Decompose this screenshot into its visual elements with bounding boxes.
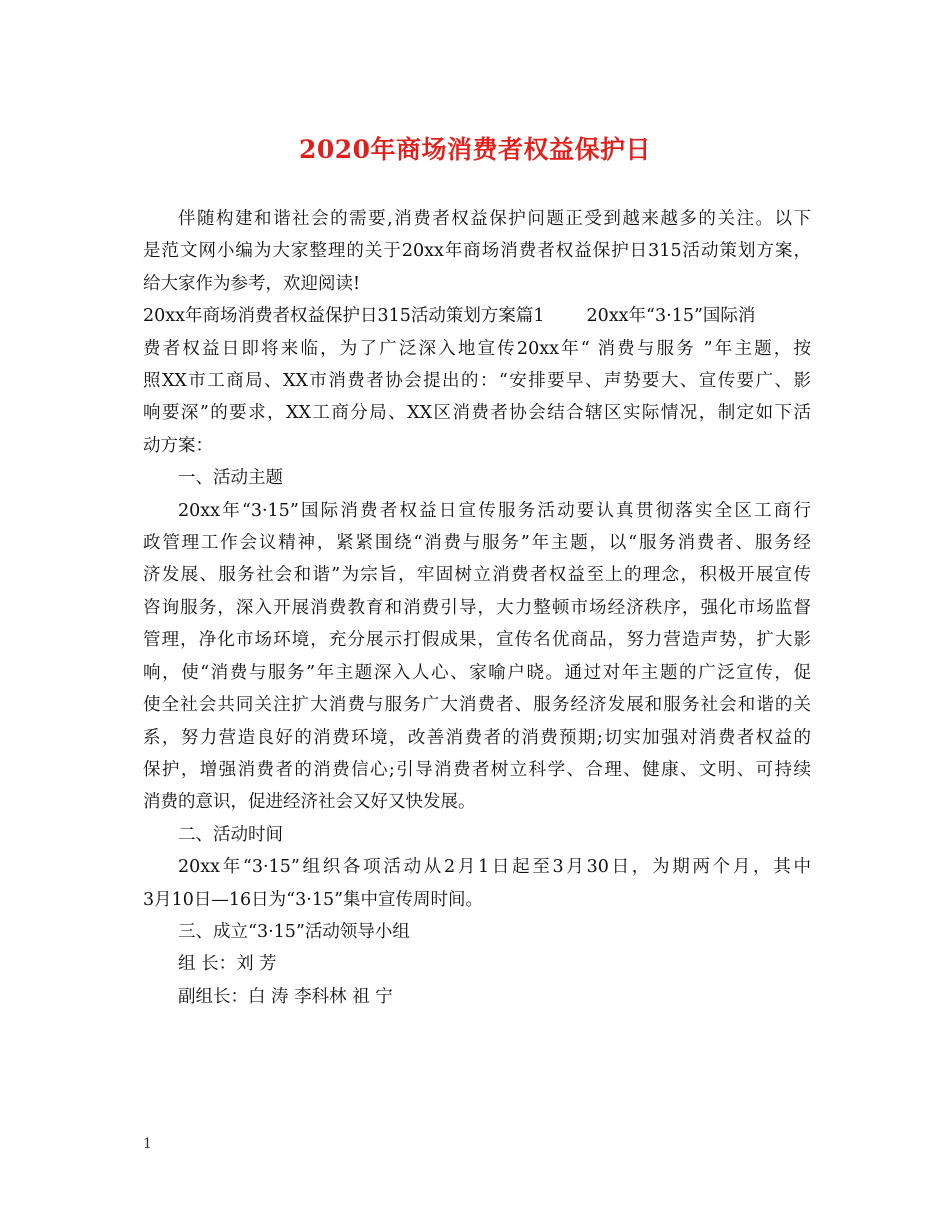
text-line: 是范文网小编为大家整理的关于20xx年商场消费者权益保护日315活动策划方案， xyxy=(143,241,811,262)
text-line: 管理，净化市场环境，充分展示打假成果，宣传名优商品，努力营造声势，扩大影 xyxy=(143,630,811,651)
section-heading-group xyxy=(143,916,811,948)
text-line: 给大家作为参考，欢迎阅读! xyxy=(143,273,361,294)
text-line xyxy=(143,300,811,332)
heading-text: 三、成立“3·15”活动领导小组 xyxy=(178,921,410,942)
text-line: 咨询服务，深入开展消费教育和消费引导，大力整顿市场经济秩序，强化市场监督 xyxy=(143,597,811,618)
group-deputy xyxy=(143,981,811,1013)
text-line: 20xx年“3·15”组织各项活动从2月1日起至3月30日，为期两个月，其中 xyxy=(178,857,811,878)
intro-paragraph xyxy=(143,203,811,300)
text-line: 响要深”的要求，XX工商分局、XX区消费者协会结合辖区实际情况，制定如下活 xyxy=(143,403,811,424)
text-line: 3月10日—16日为“3·15”集中宣传周时间。 xyxy=(143,889,484,910)
section-heading-time xyxy=(143,819,811,851)
text-line: 20xx年“3·15”国际消费者权益日宣传服务活动要认真贯彻落实全区工商行 xyxy=(178,500,811,521)
text-line: 响，使“消费与服务”年主题深入人心、家喻户晓。通过对年主题的广泛宣传，促 xyxy=(143,662,811,683)
text-line: 保护，增强消费者的消费信心;引导消费者树立科学、合理、健康、文明、可持续 xyxy=(143,759,811,780)
text-line: 系，努力营造良好的消费环境，改善消费者的消费预期;切实加强对消费者权益的 xyxy=(143,727,811,748)
plan-paragraph xyxy=(143,300,811,462)
group-leader xyxy=(143,948,811,980)
heading-text: 一、活动主题 xyxy=(178,468,283,489)
text-line: 费者权益日即将来临，为了广泛深入地宣传20xx年“ 消费与服务 ”年主题，按 xyxy=(143,338,811,359)
time-paragraph xyxy=(143,851,811,916)
document-body xyxy=(143,203,811,1013)
text-line: 使全社会共同关注扩大消费与服务广大消费者、服务经济发展和服务社会和谐的关 xyxy=(143,695,811,716)
text-line: 济发展、服务社会和谐”为宗旨，牢固树立消费者权益至上的理念，积极开展宣传 xyxy=(143,565,811,586)
page-number: 1 xyxy=(143,1136,152,1152)
text-line: 动方案： xyxy=(143,435,213,456)
deputy-text: 副组长：白 涛 李科林 祖 宁 xyxy=(178,986,393,1007)
document-title: 2020年商场消费者权益保护日 xyxy=(298,135,652,164)
text-line: 政管理工作会议精神，紧紧围绕“消费与服务”年主题，以“服务消费者、服务经 xyxy=(143,533,811,554)
theme-paragraph xyxy=(143,495,811,819)
section-heading-theme xyxy=(143,462,811,494)
text-line: 伴随构建和谐社会的需要,消费者权益保护问题正受到越来越多的关注。以下 xyxy=(178,209,811,229)
plan-heading: 20xx年商场消费者权益保护日315活动策划方案篇1 xyxy=(143,306,545,327)
plan-text-start: 20xx年“3·15”国际消 xyxy=(586,306,756,327)
heading-text: 二、活动时间 xyxy=(178,824,283,845)
text-line: 照XX市工商局、XX市消费者协会提出的：“安排要早、声势要大、宣传要广、影 xyxy=(143,371,811,392)
text-line: 消费的意识，促进经济社会又好又快发展。 xyxy=(143,792,476,813)
leader-text: 组 长：刘 芳 xyxy=(178,954,277,975)
